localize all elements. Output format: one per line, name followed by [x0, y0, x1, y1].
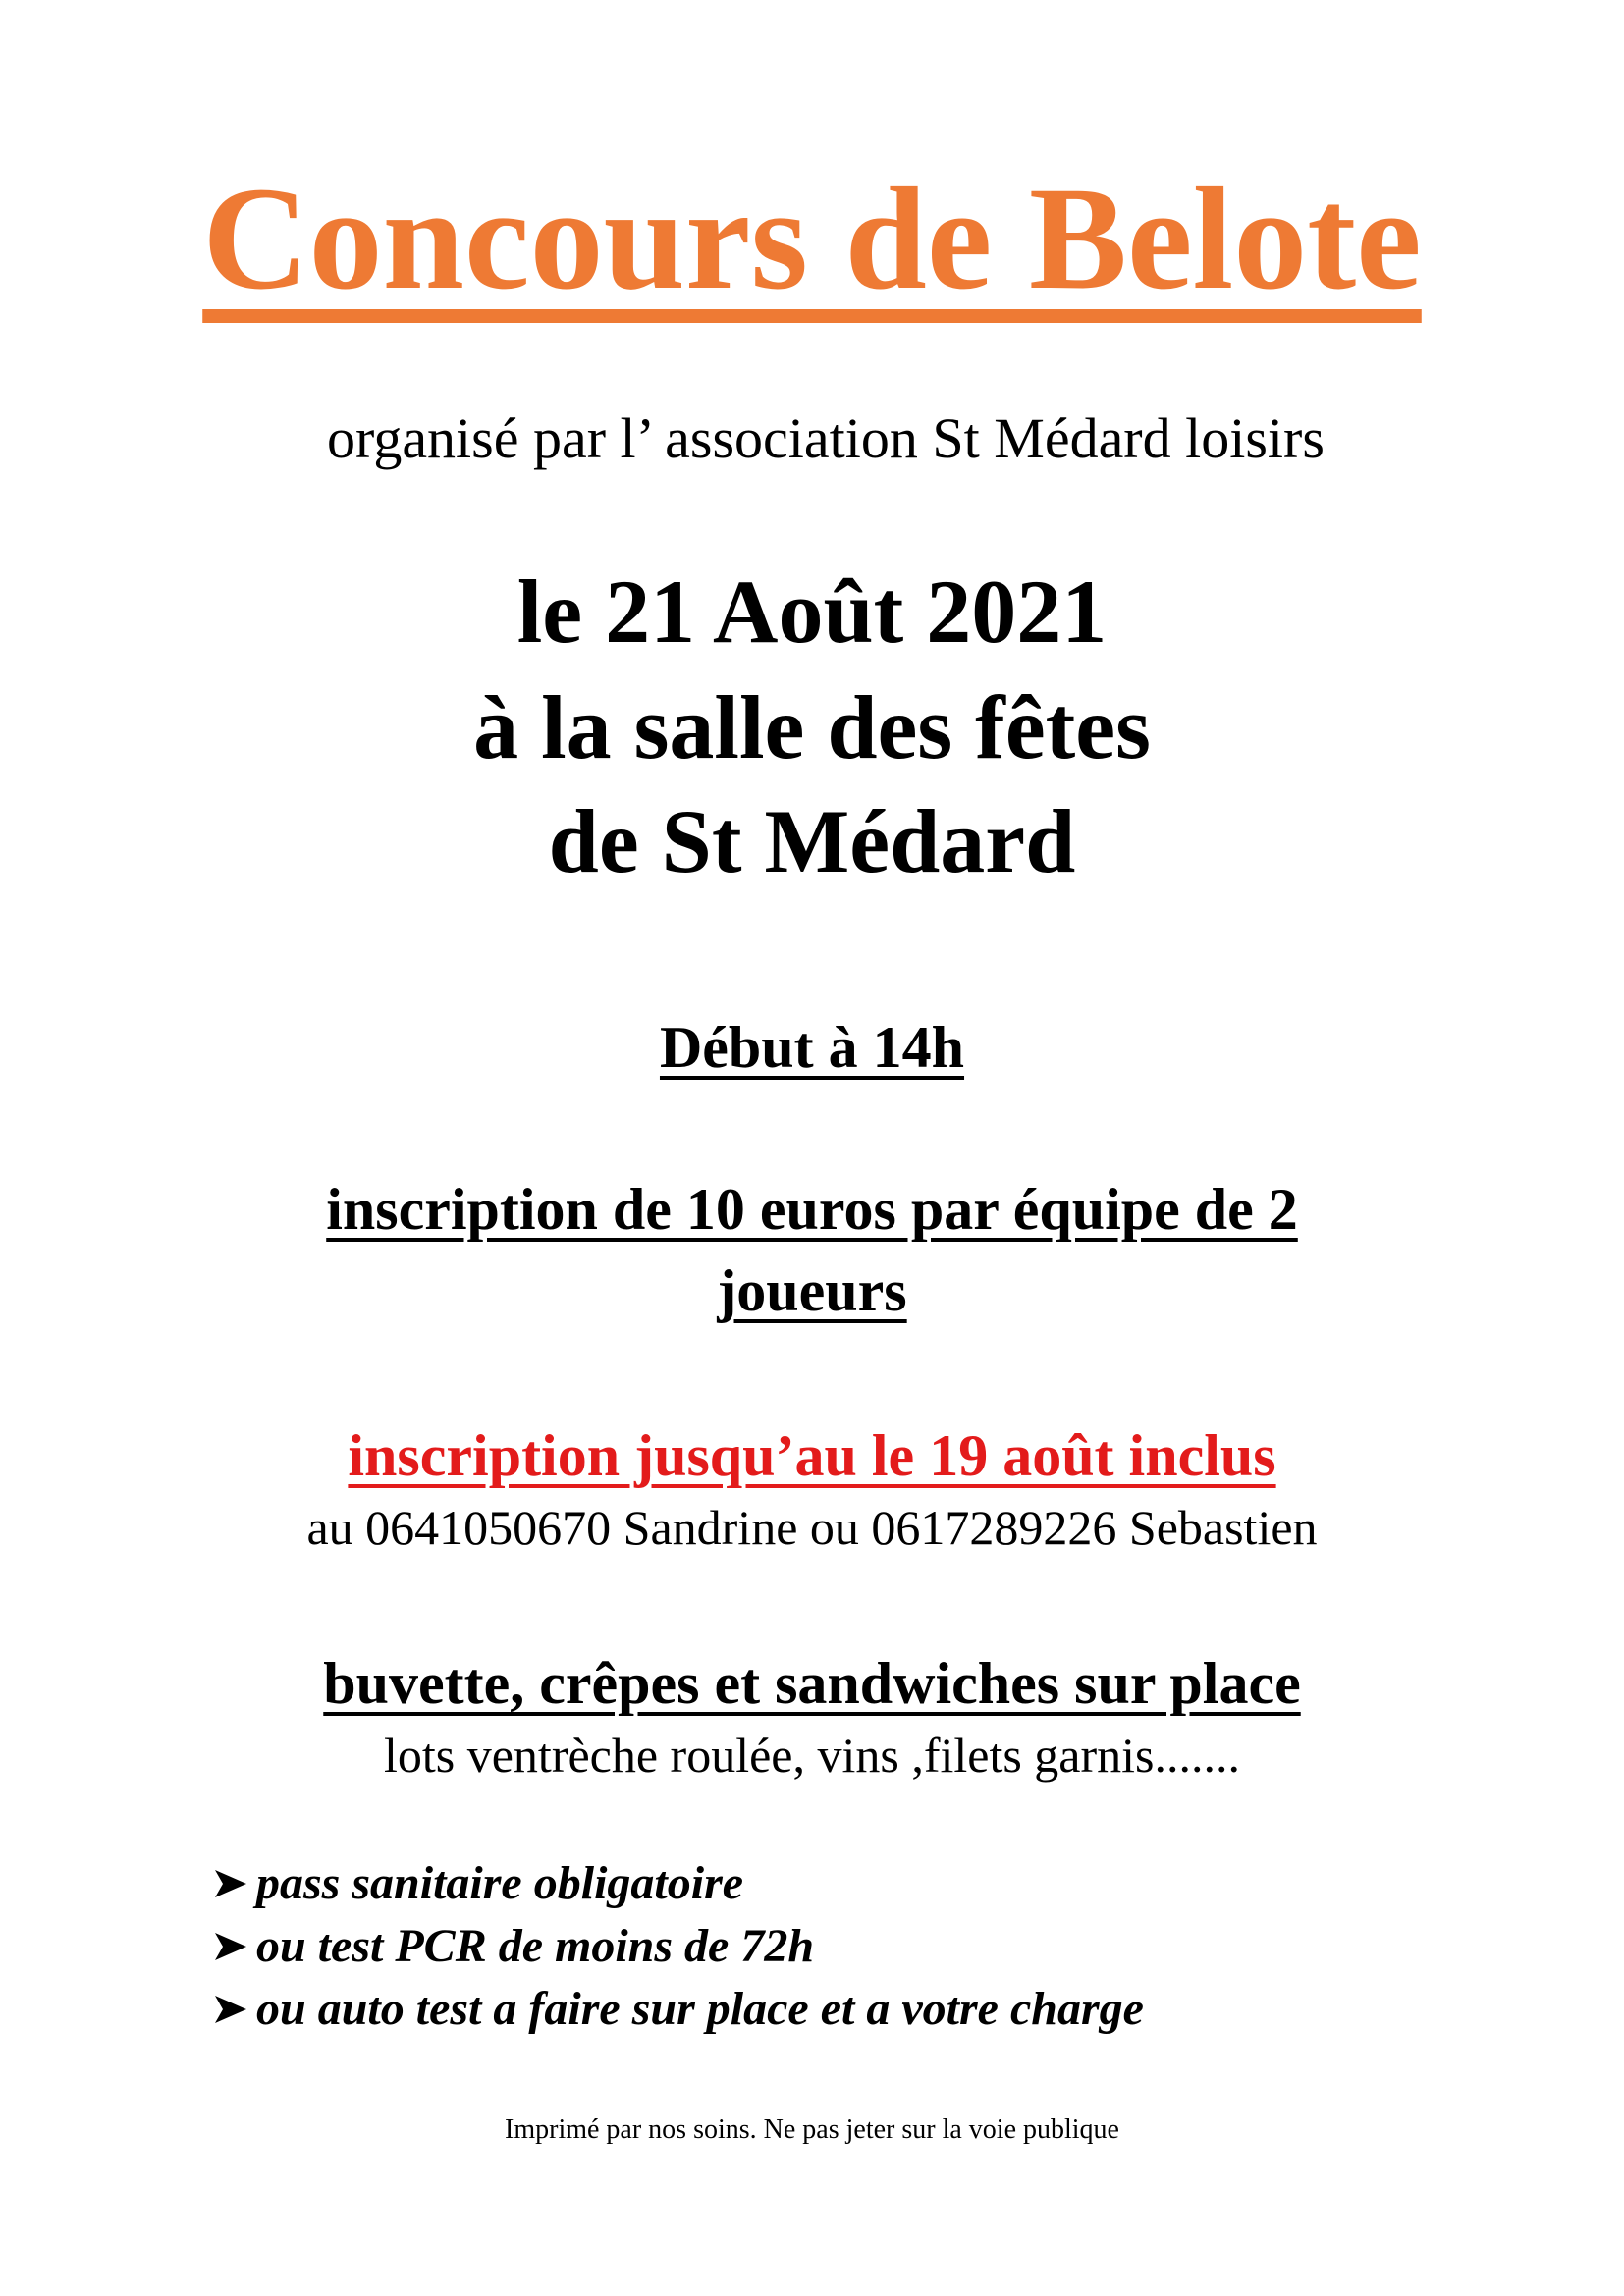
list-item [209, 1978, 1486, 2041]
arrow-bullet-icon [209, 1927, 252, 1966]
event-venue-line1: à la salle des fêtes [473, 677, 1151, 777]
rule-text: ou auto test a faire sur place et a votre charge [256, 1983, 1144, 2035]
fee-line2 [0, 1258, 1624, 1323]
start-time-text: Début à 14h [659, 1015, 965, 1080]
registration-deadline [0, 1423, 1624, 1488]
fee-line1-text: inscription de 10 euros par équipe de 2 [326, 1177, 1298, 1242]
rule-text: pass sanitaire obligatoire [256, 1857, 744, 1909]
arrow-bullet-icon [209, 1864, 252, 1903]
registration-contact: au 0641050670 Sandrine ou 0617289226 Sebastien [306, 1500, 1318, 1555]
refreshments [0, 1651, 1624, 1716]
list-item [209, 1852, 1486, 1915]
registration-deadline-text: inscription jusqu’au le 19 août inclus [348, 1423, 1276, 1488]
arrow-bullet-icon [209, 1990, 252, 2029]
event-venue-line2: de St Médard [548, 791, 1076, 891]
fee-line1 [0, 1177, 1624, 1242]
fee-line2-text: joueurs [717, 1258, 907, 1323]
rule-text: ou test PCR de moins de 72h [256, 1920, 815, 1972]
title-text: Concours de Belote [202, 157, 1422, 320]
start-time [0, 1015, 1624, 1080]
sanitary-rules-list [209, 1852, 1486, 2041]
organizer-line: organisé par l’ association St Médard loisirs [327, 406, 1325, 470]
event-date: le 21 Août 2021 [516, 561, 1108, 662]
prizes-line: lots ventrèche roulée, vins ,filets garnis....... [384, 1728, 1240, 1783]
page-title [0, 157, 1624, 320]
list-item [209, 1915, 1486, 1978]
footer-note: Imprimé par nos soins. Ne pas jeter sur la voie publique [505, 2114, 1119, 2145]
refreshments-text: buvette, crêpes et sandwiches sur place [323, 1651, 1301, 1716]
